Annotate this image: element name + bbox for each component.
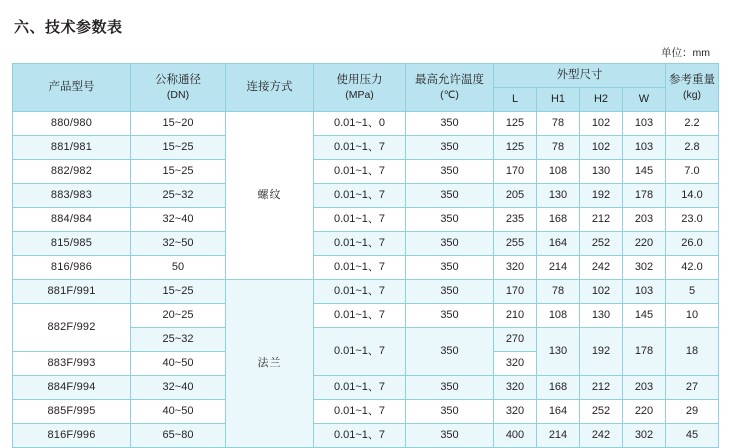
cell-dim-l: 320 <box>494 352 537 376</box>
cell-dim-h1: 168 <box>537 208 580 232</box>
table-row <box>13 376 719 400</box>
header-temperature-line1: 最高允许温度 <box>415 73 484 86</box>
cell-connection-flange: 法兰 <box>226 280 314 448</box>
specification-table <box>12 63 719 448</box>
header-dim-h2: H2 <box>580 88 623 112</box>
cell-temperature: 350 <box>406 256 494 280</box>
header-temperature-line2: (℃) <box>440 89 459 102</box>
cell-pressure: 0.01~1、7 <box>314 424 406 448</box>
cell-model: 884F/994 <box>13 376 131 400</box>
cell-pressure: 0.01~1、7 <box>314 232 406 256</box>
cell-dim-l: 205 <box>494 184 537 208</box>
cell-dim-h1: 164 <box>537 232 580 256</box>
cell-dim-l: 400 <box>494 424 537 448</box>
cell-dim-h2: 130 <box>580 304 623 328</box>
cell-dn: 32~50 <box>131 232 226 256</box>
header-dn-line2: (DN) <box>166 89 190 102</box>
cell-dim-h2: 130 <box>580 160 623 184</box>
header-dim-w: W <box>623 88 666 112</box>
cell-dim-h1: 130 <box>537 184 580 208</box>
cell-dim-w: 145 <box>623 160 666 184</box>
header-pressure-line2: (MPa) <box>345 89 374 102</box>
cell-dim-h1: 108 <box>537 160 580 184</box>
cell-dn: 50 <box>131 256 226 280</box>
cell-model: 884/984 <box>13 208 131 232</box>
header-dim-l: L <box>494 88 537 112</box>
cell-weight: 14.0 <box>666 184 719 208</box>
cell-dn: 32~40 <box>131 376 226 400</box>
cell-dim-l: 235 <box>494 208 537 232</box>
cell-dim-h2: 102 <box>580 280 623 304</box>
cell-dim-l: 210 <box>494 304 537 328</box>
cell-dim-l: 170 <box>494 280 537 304</box>
cell-dn: 15~25 <box>131 136 226 160</box>
cell-temperature: 350 <box>406 136 494 160</box>
table-row <box>13 136 719 160</box>
table-body <box>13 112 719 448</box>
cell-model: 816F/996 <box>13 424 131 448</box>
cell-dn: 25~32 <box>131 328 226 352</box>
table-row <box>13 256 719 280</box>
cell-dim-h2: 102 <box>580 136 623 160</box>
cell-dim-w: 145 <box>623 304 666 328</box>
table-row <box>13 304 719 328</box>
cell-temperature: 350 <box>406 280 494 304</box>
table-row <box>13 424 719 448</box>
cell-dim-h1: 168 <box>537 376 580 400</box>
unit-note: 单位：mm <box>661 47 710 59</box>
cell-dim-h2: 252 <box>580 232 623 256</box>
cell-connection-threaded: 螺纹 <box>226 112 314 280</box>
cell-dn: 15~25 <box>131 160 226 184</box>
cell-model: 883/983 <box>13 184 131 208</box>
table-row <box>13 280 719 304</box>
cell-dim-w: 220 <box>623 232 666 256</box>
header-model: 产品型号 <box>13 64 131 112</box>
cell-model: 882F/992 <box>13 304 131 352</box>
cell-pressure: 0.01~1、0 <box>314 112 406 136</box>
cell-dim-h1: 78 <box>537 112 580 136</box>
cell-weight: 29 <box>666 400 719 424</box>
header-dim-h1: H1 <box>537 88 580 112</box>
cell-dn: 65~80 <box>131 424 226 448</box>
cell-model: 880/980 <box>13 112 131 136</box>
cell-pressure: 0.01~1、7 <box>314 184 406 208</box>
cell-pressure: 0.01~1、7 <box>314 304 406 328</box>
cell-dn: 40~50 <box>131 400 226 424</box>
cell-temperature: 350 <box>406 424 494 448</box>
cell-weight: 18 <box>666 328 719 376</box>
cell-dim-w: 203 <box>623 208 666 232</box>
cell-weight: 42.0 <box>666 256 719 280</box>
cell-dn: 25~32 <box>131 184 226 208</box>
table-row <box>13 400 719 424</box>
cell-dim-w: 178 <box>623 184 666 208</box>
cell-dim-l: 170 <box>494 160 537 184</box>
cell-temperature: 350 <box>406 208 494 232</box>
cell-dim-l: 320 <box>494 256 537 280</box>
cell-weight: 2.8 <box>666 136 719 160</box>
header-dimensions: 外型尺寸 <box>494 64 666 88</box>
header-temperature <box>406 64 494 112</box>
cell-temperature: 350 <box>406 376 494 400</box>
cell-dn: 32~40 <box>131 208 226 232</box>
cell-dim-w: 178 <box>623 328 666 376</box>
table-row <box>13 208 719 232</box>
cell-dim-h1: 78 <box>537 280 580 304</box>
cell-dim-l: 270 <box>494 328 537 352</box>
cell-dim-w: 103 <box>623 112 666 136</box>
cell-model: 815/985 <box>13 232 131 256</box>
cell-dim-l: 320 <box>494 376 537 400</box>
cell-dim-h1: 214 <box>537 256 580 280</box>
cell-dn: 40~50 <box>131 352 226 376</box>
cell-weight: 26.0 <box>666 232 719 256</box>
cell-weight: 5 <box>666 280 719 304</box>
cell-dn: 15~25 <box>131 280 226 304</box>
cell-model: 816/986 <box>13 256 131 280</box>
cell-pressure: 0.01~1、7 <box>314 136 406 160</box>
cell-pressure: 0.01~1、7 <box>314 160 406 184</box>
header-weight-line2: (kg) <box>682 89 702 102</box>
cell-weight: 23.0 <box>666 208 719 232</box>
cell-dim-h2: 192 <box>580 328 623 376</box>
cell-pressure: 0.01~1、7 <box>314 280 406 304</box>
cell-weight: 27 <box>666 376 719 400</box>
header-dn-line1: 公称通径 <box>155 73 201 86</box>
table-header <box>13 64 719 112</box>
cell-dim-h1: 214 <box>537 424 580 448</box>
cell-temperature: 350 <box>406 304 494 328</box>
cell-dim-h1: 164 <box>537 400 580 424</box>
table-row <box>13 112 719 136</box>
cell-temperature: 350 <box>406 400 494 424</box>
cell-dim-w: 302 <box>623 256 666 280</box>
cell-pressure: 0.01~1、7 <box>314 328 406 376</box>
cell-pressure: 0.01~1、7 <box>314 400 406 424</box>
cell-weight: 7.0 <box>666 160 719 184</box>
cell-dim-h1: 78 <box>537 136 580 160</box>
table-row <box>13 232 719 256</box>
cell-model: 882/982 <box>13 160 131 184</box>
header-weight <box>666 64 719 112</box>
cell-dim-l: 125 <box>494 136 537 160</box>
header-connection: 连接方式 <box>226 64 314 112</box>
cell-dim-w: 220 <box>623 400 666 424</box>
header-row-top <box>13 64 719 88</box>
table-row <box>13 160 719 184</box>
header-pressure <box>314 64 406 112</box>
cell-dim-h1: 108 <box>537 304 580 328</box>
table-row <box>13 184 719 208</box>
cell-pressure: 0.01~1、7 <box>314 208 406 232</box>
cell-dim-w: 302 <box>623 424 666 448</box>
cell-dn: 20~25 <box>131 304 226 328</box>
cell-model: 883F/993 <box>13 352 131 376</box>
cell-weight: 10 <box>666 304 719 328</box>
header-dn <box>131 64 226 112</box>
cell-dim-w: 203 <box>623 376 666 400</box>
cell-temperature: 350 <box>406 160 494 184</box>
cell-model: 885F/995 <box>13 400 131 424</box>
cell-temperature: 350 <box>406 232 494 256</box>
cell-dim-h1: 130 <box>537 328 580 376</box>
cell-pressure: 0.01~1、7 <box>314 376 406 400</box>
cell-weight: 2.2 <box>666 112 719 136</box>
cell-dim-h2: 242 <box>580 424 623 448</box>
cell-dim-h2: 242 <box>580 256 623 280</box>
cell-dim-h2: 102 <box>580 112 623 136</box>
cell-dn: 15~20 <box>131 112 226 136</box>
cell-weight: 45 <box>666 424 719 448</box>
header-weight-line1: 参考重量 <box>669 73 715 86</box>
cell-dim-l: 125 <box>494 112 537 136</box>
cell-dim-h2: 192 <box>580 184 623 208</box>
header-pressure-line1: 使用压力 <box>336 73 383 86</box>
cell-dim-l: 320 <box>494 400 537 424</box>
cell-temperature: 350 <box>406 112 494 136</box>
cell-temperature: 350 <box>406 328 494 376</box>
page-title: 六、技术参数表 <box>14 19 123 36</box>
cell-model: 881/981 <box>13 136 131 160</box>
cell-dim-h2: 252 <box>580 400 623 424</box>
cell-dim-h2: 212 <box>580 376 623 400</box>
cell-dim-h2: 212 <box>580 208 623 232</box>
cell-dim-w: 103 <box>623 280 666 304</box>
cell-dim-w: 103 <box>623 136 666 160</box>
cell-dim-l: 255 <box>494 232 537 256</box>
cell-temperature: 350 <box>406 184 494 208</box>
cell-pressure: 0.01~1、7 <box>314 256 406 280</box>
cell-model: 881F/991 <box>13 280 131 304</box>
